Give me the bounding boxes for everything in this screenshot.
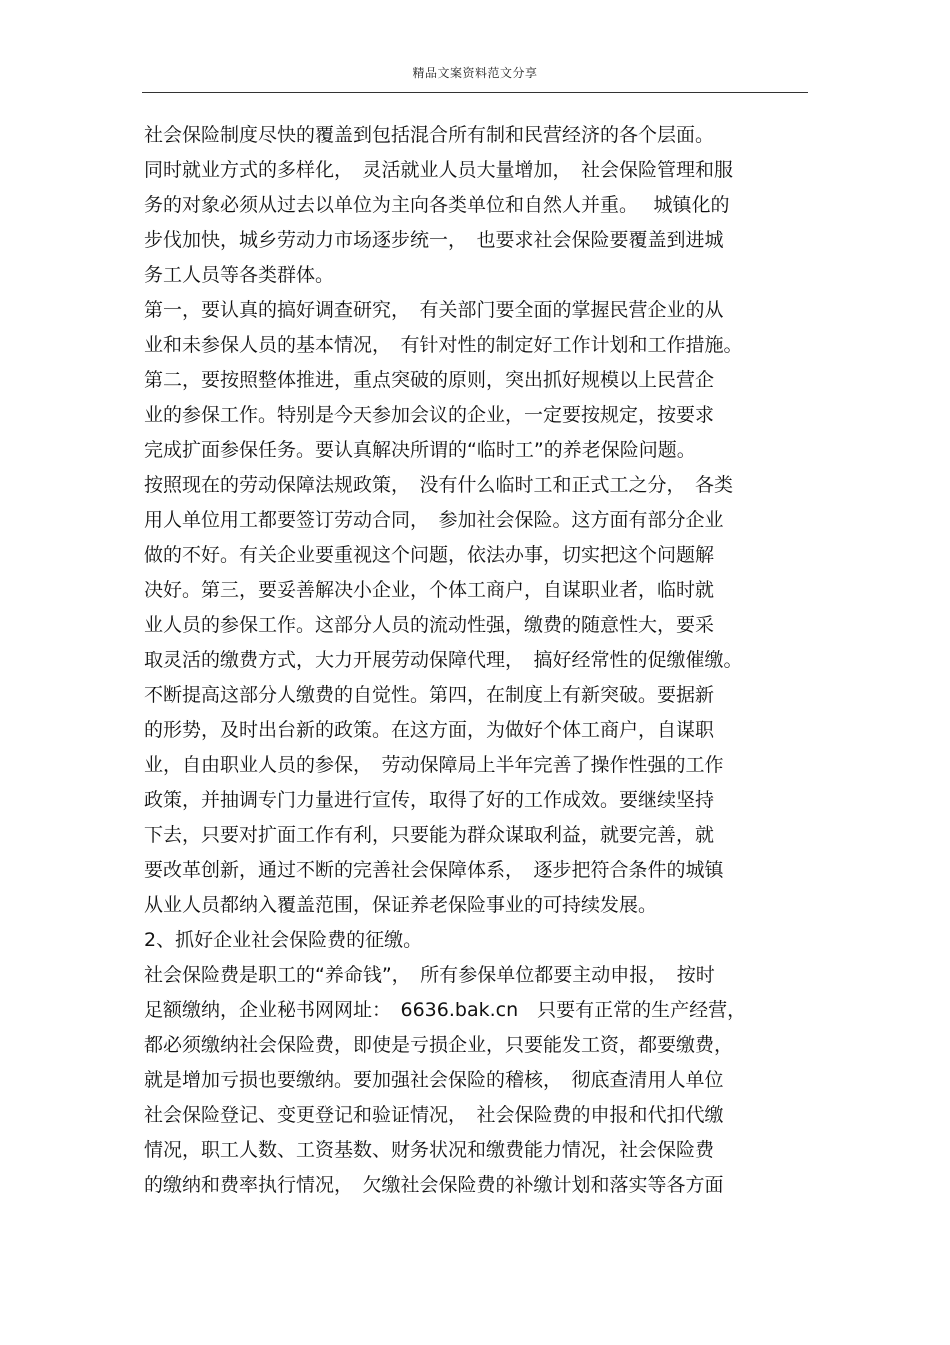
text-line: 社会保险制度尽快的覆盖到包括混合所有制和民营经济的各个层面。	[144, 124, 715, 146]
text-line: 取灵活的缴费方式，大力开展劳动保障代理， 搞好经常性的促缴催缴。	[144, 649, 743, 671]
text-line: 步伐加快，城乡劳动力市场逐步统一， 也要求社会保险要覆盖到进城	[144, 229, 724, 251]
text-line: 就是增加亏损也要缴纳。要加强社会保险的稽核， 彻底查清用人单位	[144, 1069, 724, 1091]
text-line: 同时就业方式的多样化， 灵活就业人员大量增加， 社会保险管理和服	[144, 159, 734, 181]
text-line: 第二，要按照整体推进，重点突破的原则，突出抓好规模以上民营企	[144, 369, 715, 391]
document-body	[144, 118, 824, 1203]
section-heading: 2、抓好企业社会保险费的征缴。	[144, 929, 423, 951]
text-line: 从业人员都纳入覆盖范围，保证养老保险事业的可持续发展。	[144, 894, 658, 916]
text-line: 情况，职工人数、工资基数、财务状况和缴费能力情况，社会保险费	[144, 1139, 715, 1161]
text-line: 要改革创新，通过不断的完善社会保障体系， 逐步把符合条件的城镇	[144, 859, 724, 881]
text-line: 务的对象必须从过去以单位为主向各类单位和自然人并重。 城镇化的	[144, 194, 730, 216]
text-line: 业和未参保人员的基本情况， 有针对性的制定好工作计划和工作措施。	[144, 334, 743, 356]
text-line: 业的参保工作。特别是今天参加会议的企业，一定要按规定，按要求	[144, 404, 715, 426]
text-line: 下去，只要对扩面工作有利，只要能为群众谋取利益，就要完善，就	[144, 824, 715, 846]
header-title: 精品文案资料范文分享	[412, 66, 538, 80]
page-header	[142, 62, 808, 93]
text-line: 业人员的参保工作。这部分人员的流动性强，缴费的随意性大，要采	[144, 614, 715, 636]
text-line: 社会保险费是职工的“养命钱”， 所有参保单位都要主动申报， 按时	[144, 964, 715, 986]
text-line: 的形势，及时出台新的政策。在这方面，为做好个体工商户，自谋职	[144, 719, 715, 741]
text-line: 完成扩面参保任务。要认真解决所谓的“临时工”的养老保险问题。	[144, 439, 696, 461]
text-line: 足额缴纳，企业秘书网网址： 6636.bak.cn 只要有正常的生产经营，	[144, 999, 747, 1021]
text-line: 都必须缴纳社会保险费，即使是亏损企业，只要能发工资，都要缴费，	[144, 1034, 734, 1056]
text-line: 按照现在的劳动保障法规政策， 没有什么临时工和正式工之分， 各类	[144, 474, 734, 496]
text-line: 决好。第三，要妥善解决小企业，个体工商户，自谋职业者，临时就	[144, 579, 715, 601]
text-line: 社会保险登记、变更登记和验证情况， 社会保险费的申报和代扣代缴	[144, 1104, 724, 1126]
text-line: 的缴纳和费率执行情况， 欠缴社会保险费的补缴计划和落实等各方面	[144, 1174, 724, 1196]
text-line: 做的不好。有关企业要重视这个问题，依法办事，切实把这个问题解	[144, 544, 715, 566]
text-line: 用人单位用工都要签订劳动合同， 参加社会保险。这方面有部分企业	[144, 509, 724, 531]
text-line: 务工人员等各类群体。	[144, 264, 335, 286]
text-line: 第一，要认真的搞好调查研究， 有关部门要全面的掌握民营企业的从	[144, 299, 724, 321]
text-line: 政策，并抽调专门力量进行宣传，取得了好的工作成效。要继续坚持	[144, 789, 715, 811]
text-line: 业，自由职业人员的参保， 劳动保障局上半年完善了操作性强的工作	[144, 754, 724, 776]
text-line: 不断提高这部分人缴费的自觉性。第四，在制度上有新突破。要据新	[144, 684, 715, 706]
